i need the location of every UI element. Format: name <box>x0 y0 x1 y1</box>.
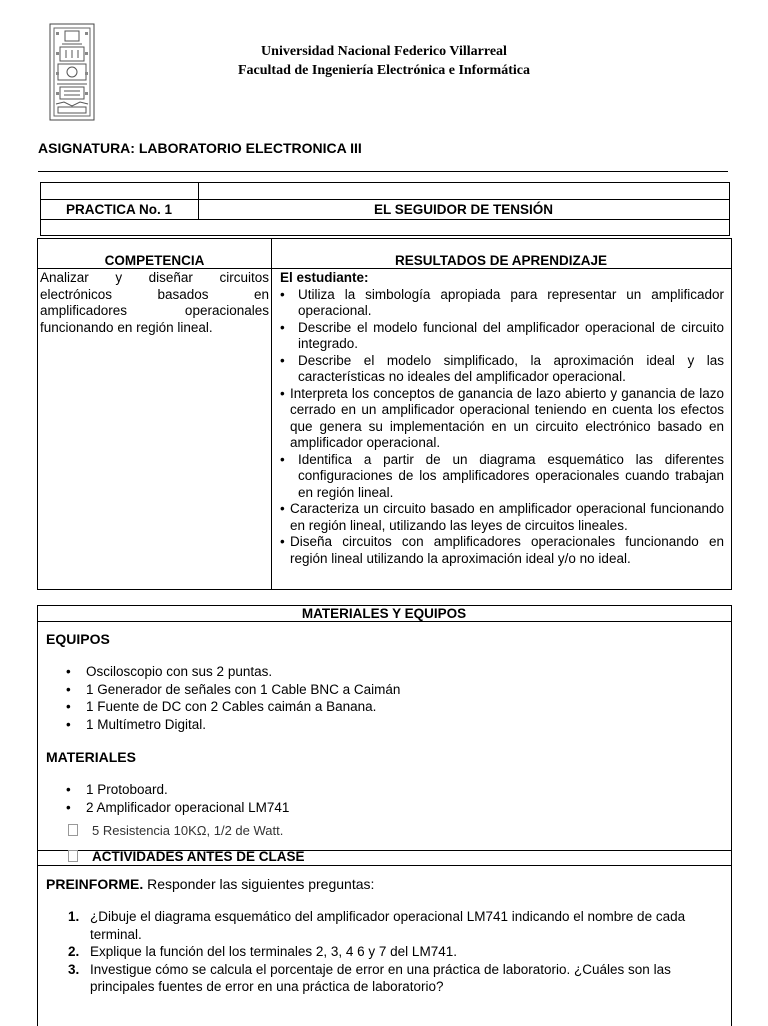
competencia-heading: COMPETENCIA <box>104 253 205 268</box>
question-item: 2. Explique la función del los terminales 2, 3, 4 6 y 7 del LM741. <box>68 944 457 959</box>
resultado-item: • Utiliza la simbología apropiada para representar un amplificador operacional. <box>280 286 724 318</box>
resultado-item: • Interpreta los conceptos de ganancia de lazo abierto y ganancia de lazo cerrado en un amplificador operacional teniendo en cuenta los efectos que genera su implementación en un circuito electrónico basado en amplificador operacional. <box>280 385 724 450</box>
practice-table-divider <box>40 219 729 220</box>
question-item: 1. ¿Dibuje el diagrama esquemático del amplificador operacional LM741 indicando el nombre de cada terminal. <box>68 909 686 942</box>
competencia-table-divider <box>271 238 272 589</box>
equipos-list <box>66 663 706 733</box>
actividades-heading: ACTIVIDADES ANTES DE CLASE <box>68 849 305 864</box>
university-name: Universidad Nacional Federico Villarreal <box>261 44 507 59</box>
asignatura-title: ASIGNATURA: LABORATORIO ELECTRONICA III <box>38 140 362 156</box>
material-item: • 2 Amplificador operacional LM741 <box>66 799 706 817</box>
competencia-text: Analizar y diseñar circuitos electrónicos basados en amplificadores operacionales funcionando en región lineal. <box>40 270 269 335</box>
resultados-heading: RESULTADOS DE APRENDIZAJE <box>394 253 608 268</box>
checkbox-glyph-icon <box>68 824 78 836</box>
checkbox-glyph-icon <box>68 850 78 862</box>
equipo-item: • 1 Fuente de DC con 2 Cables caimán a Banana. <box>66 698 706 716</box>
materiales-list <box>66 781 706 816</box>
equipo-item: • 1 Multímetro Digital. <box>66 716 706 734</box>
resultado-item: • Describe el modelo simplificado, la aproximación ideal y las características no ideales del amplificador operacional. <box>280 352 724 384</box>
actividades-divider <box>37 865 731 866</box>
resultados-list <box>274 270 724 567</box>
competencia-table-divider <box>37 268 731 269</box>
material-item: • 1 Protoboard. <box>66 781 706 799</box>
materiales-divider <box>37 621 731 622</box>
preinforme-label: PREINFORME. <box>46 876 144 892</box>
practice-number: PRACTICA No. 1 <box>65 202 172 217</box>
equipo-item: • Osciloscopio con sus 2 puntas. <box>66 663 706 681</box>
resultados-intro: El estudiante: <box>280 270 369 285</box>
resultado-item: • Diseña circuitos con amplificadores operacionales funcionando en región lineal utilizando la aproximación ideal y/o no ideal. <box>280 534 724 566</box>
materiales-heading: MATERIALES <box>46 749 136 765</box>
resultado-item: • Identifica a partir de un diagrama esquemático las diferentes configuraciones de los amplificadores operacionales cuando trabajan en región lineal. <box>280 451 724 500</box>
preinforme-line <box>46 876 374 892</box>
practice-title: EL SEGUIDOR DE TENSIÓN <box>373 202 554 217</box>
resultado-item: • Caracteriza un circuito basado en amplificador operacional funcionando en región lineal, utilizando las leyes de circuitos lineales. <box>280 501 724 533</box>
faculty-name: Facultad de Ingeniería Electrónica e Informática <box>237 63 530 78</box>
materiales-equipos-heading: MATERIALES Y EQUIPOS <box>301 606 467 621</box>
practice-table-divider <box>40 199 729 200</box>
preinforme-text: Responder las siguientes preguntas: <box>143 876 375 892</box>
equipos-heading: EQUIPOS <box>46 631 110 647</box>
resultado-item: • Describe el modelo funcional del amplificador operacional de circuito integrado. <box>280 319 724 351</box>
questions-list <box>46 908 716 996</box>
question-item: 3. Investigue cómo se calcula el porcentaje de error en una práctica de laboratorio. ¿Cuáles son las principales fuentes de error en una práctica de laboratorio? <box>68 961 671 994</box>
divider-line <box>38 171 728 172</box>
material-item-extra: 5 Resistencia 10KΩ, 1/2 de Watt. <box>68 823 283 838</box>
equipo-item: • 1 Generador de señales con 1 Cable BNC a Caimán <box>66 681 706 699</box>
